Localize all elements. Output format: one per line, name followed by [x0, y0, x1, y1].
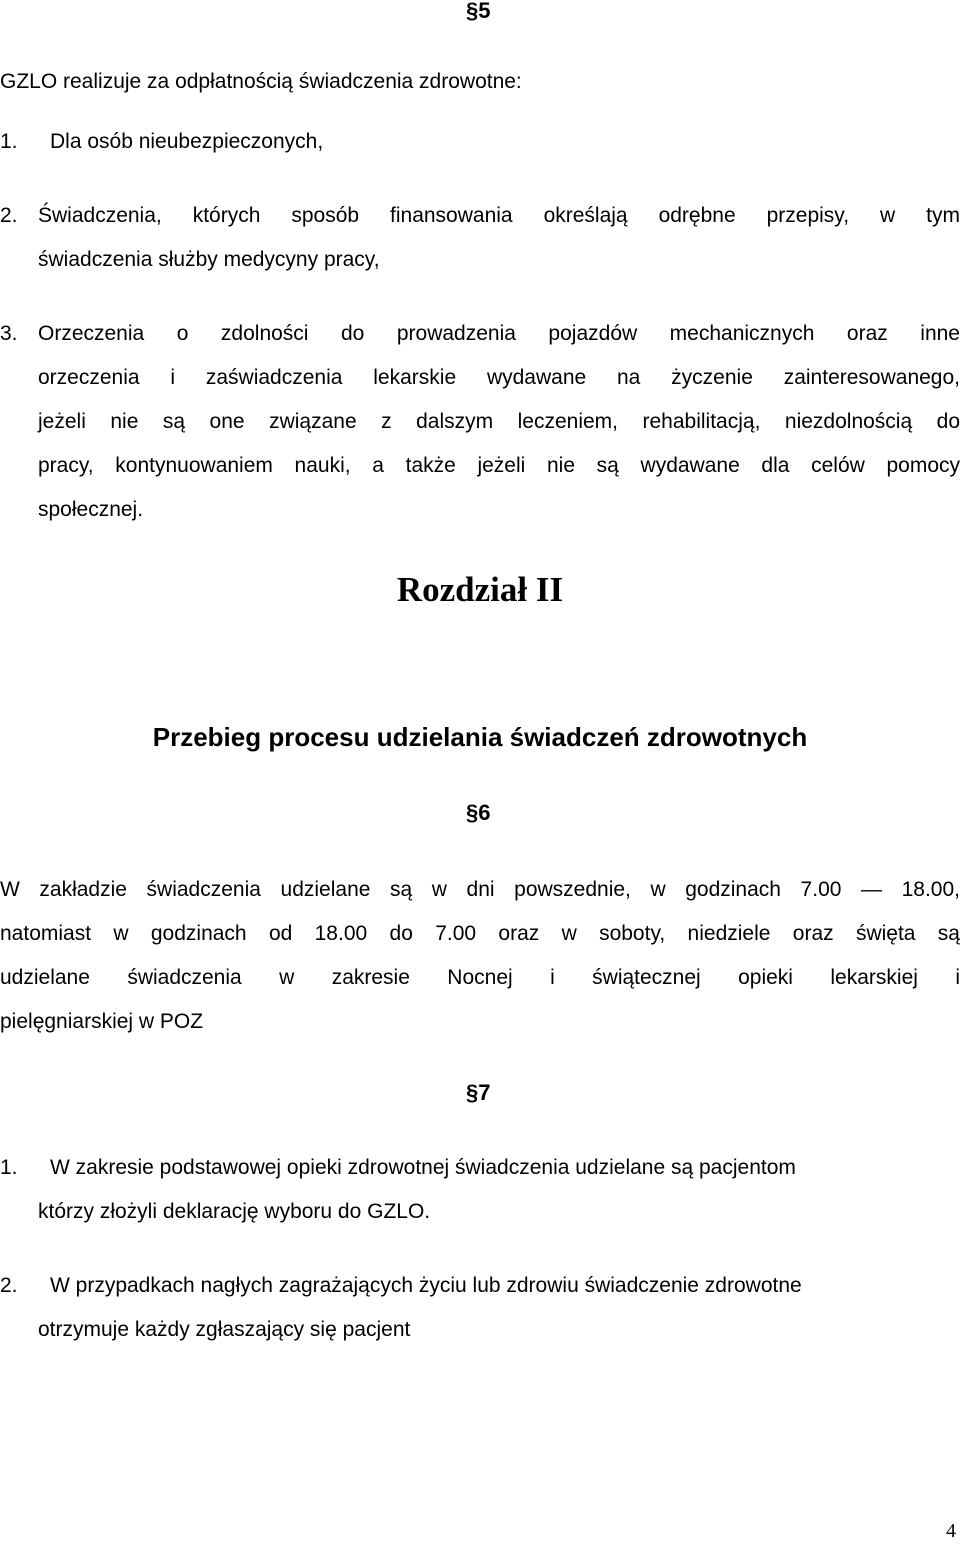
paragraph-line: pielęgniarskiej w POZ — [0, 1010, 204, 1033]
item-number: 3. — [0, 322, 18, 345]
item-number: 2. — [0, 1274, 18, 1297]
section-6-heading: §6 — [466, 800, 491, 825]
item-text-line: W przypadkach nagłych zagrażających życiu lub zdrowiu świadczenie zdrowotne — [50, 1274, 802, 1297]
paragraph-line: W zakładzie świadczenia udzielane są w dni powszednie, w godzinach 7.00 — 18.00, — [0, 878, 960, 901]
item-text-line: orzeczenia i zaświadczenia lekarskie wydawane na życzenie zainteresowanego, — [38, 366, 960, 389]
section-7-item-1 — [0, 1146, 960, 1234]
chapter-title: Rozdział II — [396, 570, 564, 609]
item-text-line: jeżeli nie są one związane z dalszym leczeniem, rehabilitacją, niezdolnością do — [38, 410, 960, 433]
item-text-line: społecznej. — [38, 498, 144, 521]
paragraph-line: natomiast w godzinach od 18.00 do 7.00 oraz w soboty, niedziele oraz święta są — [0, 922, 960, 945]
item-text: Dla osób nieubezpieczonych, — [50, 130, 324, 153]
section-5-heading: §5 — [466, 0, 491, 23]
section-6-paragraph — [0, 868, 960, 1044]
section-5-item-1 — [0, 120, 960, 164]
section-5-item-2 — [0, 194, 960, 282]
item-number: 1. — [0, 130, 18, 153]
item-text-line: pracy, kontynuowaniem nauki, a także jeżeli nie są wydawane dla celów pomocy — [38, 454, 960, 477]
page-number: 4 — [946, 1520, 956, 1542]
paragraph-line: udzielane świadczenia w zakresie Nocnej i świątecznej opieki lekarskiej i — [0, 966, 960, 989]
item-text-line: Orzeczenia o zdolności do prowadzenia pojazdów mechanicznych oraz inne — [38, 322, 960, 345]
item-number: 1. — [0, 1156, 18, 1179]
item-text-line: którzy złożyli deklarację wyboru do GZLO. — [38, 1200, 431, 1223]
section-5-item-3 — [0, 312, 960, 532]
item-text-line: Świadczenia, których sposób finansowania określają odrębne przepisy, w tym — [38, 204, 960, 227]
item-text-line: W zakresie podstawowej opieki zdrowotnej świadczenia udzielane są pacjentom — [50, 1156, 796, 1179]
section-7-heading: §7 — [466, 1080, 491, 1105]
item-text-line: otrzymuje każdy zgłaszający się pacjent — [38, 1318, 411, 1341]
item-text-line: świadczenia służby medycyny pracy, — [38, 248, 380, 271]
item-number: 2. — [0, 204, 18, 227]
section-5-intro: GZLO realizuje za odpłatnością świadczenia zdrowotne: — [0, 70, 522, 93]
section-7-item-2 — [0, 1264, 960, 1352]
chapter-subtitle: Przebieg procesu udzielania świadczeń zdrowotnych — [152, 722, 808, 752]
